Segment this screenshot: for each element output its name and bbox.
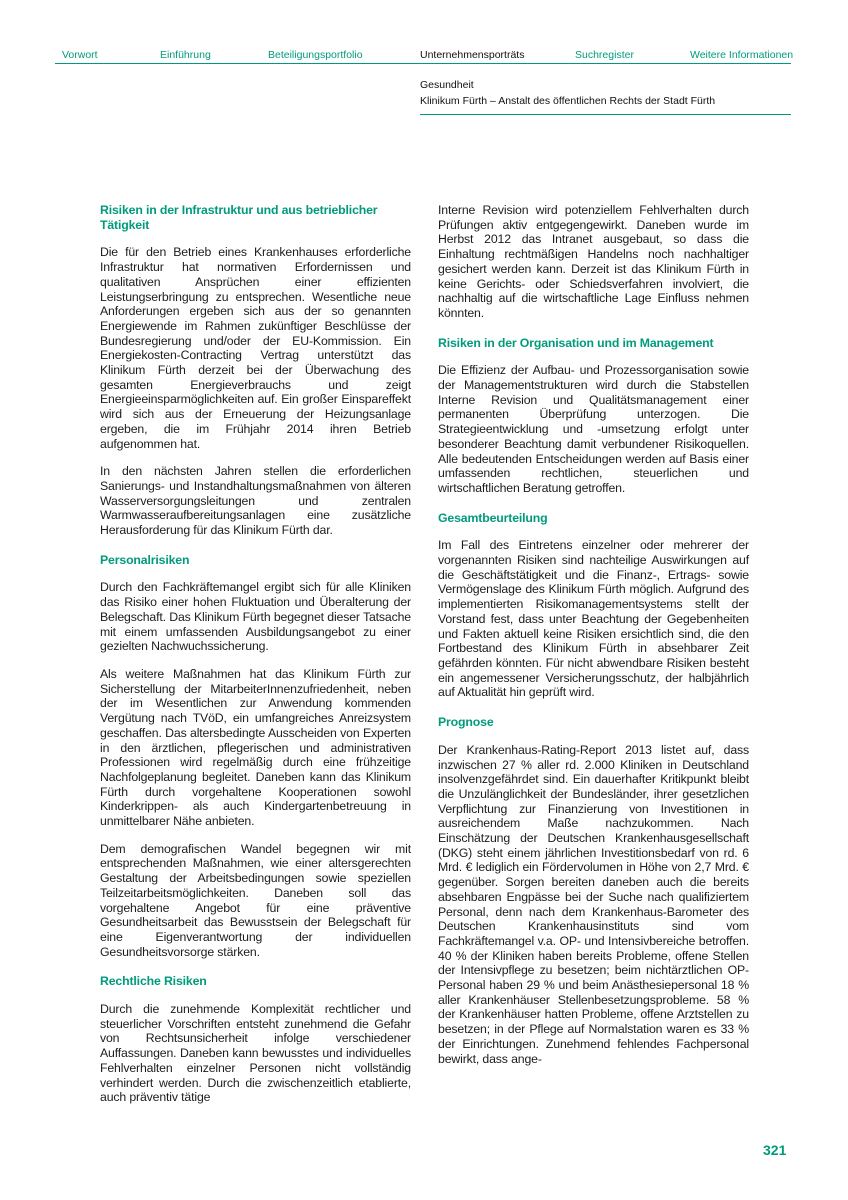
section-heading: Personalrisiken xyxy=(100,552,190,567)
section-heading: Risiken in der Organisation und im Management xyxy=(438,335,714,350)
nav-item-unternehmensportraets[interactable]: Unternehmensporträts xyxy=(420,49,525,61)
nav-item-suchregister[interactable]: Suchregister xyxy=(575,49,634,61)
body-paragraph: Durch die zunehmende Komplexität rechtlicher und steuerlicher Vorschriften entsteht zunehmend die Gefahr von Rechtsunsicherheit infolge verschiedener Auffassungen. Daneben kann bewusstes und individuelles Fehlverhalten einzelner Personen nicht vollständig verhindert werden. Durch die zwischenzeitlich etablierte, auch präventiv tätige xyxy=(100,1002,411,1105)
nav-tabs xyxy=(0,48,848,63)
body-paragraph: Durch den Fachkräftemangel ergibt sich für alle Kliniken das Risiko einer hohen Fluktuation und Überalterung der Belegschaft. Das Klinikum Fürth begegnet dieser Tatsache mit einem umfassenden Ausbildungsangebot zu einer gezielten Nachwuchssicherung. xyxy=(100,580,411,654)
body-paragraph: Dem demografischen Wandel begegnen wir mit entsprechenden Maßnahmen, wie einer altersgerechten Gestaltung der Arbeitsbedingungen sowie speziellen Teilzeitarbeitsmöglichkeiten. Daneben soll das vorgehaltene Angebot für eine präventive Gesundheitsarbeit das Bewusstsein der Belegschaft für eine Eigenverantwortung der individuellen Gesundheitsvorsorge stärken. xyxy=(100,841,411,959)
body-paragraph: Als weitere Maßnahmen hat das Klinikum Fürth zur Sicherstellung der MitarbeiterInnenzufriedenheit, neben der im Wesentlichen zur Anwendung kommenden Vergütung nach TVöD, ein umfangreiches Anreizsystem geschaffen. Das altersbedingte Ausscheiden von Experten in den ärztlichen, pflegerischen und administrativen Professionen wird regelmäßig durch eine frühzeitige Nachfolgeplanung begleitet. Daneben kann das Klinikum Fürth durch vorgehaltene Kooperationen sowohl Kinderkrippen- als auch Kindergartenbetreuung in unmittelbarer Nähe anbieten. xyxy=(100,666,411,829)
section-heading: Gesamtbeurteilung xyxy=(438,510,548,525)
body-paragraph: Die Effizienz der Aufbau- und Prozessorganisation sowie der Managementstrukturen wird durch die Stabstellen Interne Revision und Qualitätsmanagement einer permanenten Überprüfung unterzogen. Die Strategieentwicklung und -umsetzung erfolgt unter besonderer Beachtung damit verbundener Risikoquellen. Alle bedeutenden Entscheidungen werden auf Basis einer umfassenden rechtlichen, steuerlichen und wirtschaftlichen Beratung getroffen. xyxy=(438,363,749,495)
nav-item-weitere-informationen[interactable]: Weitere Informationen xyxy=(690,49,794,61)
chapter-title: Klinikum Fürth – Anstalt des öffentlichen Rechts der Stadt Fürth xyxy=(420,95,716,107)
page-number: 321 xyxy=(763,1142,787,1158)
right-column xyxy=(438,203,749,1079)
section-label: Gesundheit xyxy=(420,79,474,91)
body-paragraph: Der Krankenhaus-Rating-Report 2013 listet auf, dass inzwischen 27 % aller rd. 2.000 Kliniken in Deutschland insolvenzgefährdet sind. Ein dauerhafter Kritikpunkt bleibt die Unzulänglichkeit der Bundesländer, ihrer gesetzlichen Verpflichtung zur Finanzierung von Investitionen in ausreichendem Maße nachzukommen. Nach Einschätzung der Deutschen Krankenhausgesellschaft (DKG) steht einem jährlichen Investitionsbedarf von rd. 6 Mrd. € lediglich ein Fördervolumen in Höhe von 2,7 Mrd. € gegenüber. Sorgen bereiten daneben auch die bereits absehbaren Engpässe bei der Suche nach qualifiziertem Personal, denn nach dem Krankenhaus-Barometer des Deutschen Krankenhausinstituts sind vom Fachkräftemangel v.a. OP- und Intensivbereiche betroffen. 40 % der Kliniken haben bereits Probleme, offene Stellen der Intensivpflege zu besetzen; beim nichtärztlichen OP-Personal haben 29 % und beim Anästhesiepersonal 18 % aller Krankenhäuser Stellenbesetzungsprobleme. 58 % der Krankenhäuser hatten Probleme, offene Arztstellen zu besetzen; in der Pflege auf Normalstation waren es 33 % der Einrichtungen. Zunehmend fehlendes Fachpersonal bewirkt, dass ange- xyxy=(438,742,749,1066)
nav-divider xyxy=(55,63,791,64)
section-heading: Risiken in der Infrastruktur und aus betrieblicher Tätigkeit xyxy=(100,203,378,232)
body-paragraph: In den nächsten Jahren stellen die erforderlichen Sanierungs- und Instandhaltungsmaßnahmen von älteren Wasserversorgungsleitungen und zentralen Warmwasseraufbereitungsanlagen eine zusätzliche Herausforderung für das Klinikum Fürth dar. xyxy=(100,464,411,538)
nav-item-einfuehrung[interactable]: Einführung xyxy=(160,49,211,61)
body-paragraph: Im Fall des Eintretens einzelner oder mehrerer der vorgenannten Risiken sind nachteilige Auswirkungen auf die Geschäftstätigkeit und die Finanz-, Ertrags- sowie Vermögenslage des Klinikum Fürth möglich. Aufgrund des implementierten Risikomanagementsystems stellt der Vorstand fest, dass unter Beachtung der Gegebenheiten und Fakten aktuell keine Risiken ersichtlich sind, die den Fortbestand des Klinikum Fürth in absehbarer Zeit gefährden könnten. Für nicht abwendbare Risiken besteht ein angemessener Versicherungsschutz, der halbjährlich auf Aktualität hin geprüft wird. xyxy=(438,538,749,700)
nav-item-beteiligungsportfolio[interactable]: Beteiligungsportfolio xyxy=(268,49,363,61)
section-heading: Rechtliche Risiken xyxy=(100,974,207,989)
page-content xyxy=(100,203,749,1118)
left-column xyxy=(100,203,411,1118)
body-paragraph: Die für den Betrieb eines Krankenhauses erforderliche Infrastruktur hat normativen Erfordernissen und qualitativen Ansprüchen einer effizienten Leistungserbringung zu entsprechen. Wesentliche neue Anforderungen ergeben sich aus der so genannten Energiewende im Rahmen zukünftiger Beschlüsse der Bundesregierung und/oder der EU-Kommission. Ein Energiekosten-Contracting Vertrag unterstützt das Klinikum Fürth derzeit bei der Überwachung des gesamten Energieverbrauchs und zeigt Energieeinsparmöglichkeiten auf. Ein großer Einspareffekt wird sich aus der Erneuerung der Heizungsanlage ergeben, die im Frühjahr 2014 ihren Betrieb aufgenommen hat. xyxy=(100,245,411,451)
body-paragraph: Interne Revision wird potenziellem Fehlverhalten durch Prüfungen aktiv entgegengewirkt. Daneben wurde im Herbst 2012 das Intranet ausgebaut, so dass die Einhaltung rechtmäßigen Handelns noch nachhaltiger gesichert werden kann. Derzeit ist das Klinikum Fürth in keine Gerichts- oder Schiedsverfahren involviert, die nachhaltig auf die wirtschaftliche Lage Einfluss nehmen könnten. xyxy=(438,203,749,320)
title-divider xyxy=(420,114,791,115)
section-heading: Prognose xyxy=(438,715,494,730)
nav-item-vorwort[interactable]: Vorwort xyxy=(62,49,98,61)
